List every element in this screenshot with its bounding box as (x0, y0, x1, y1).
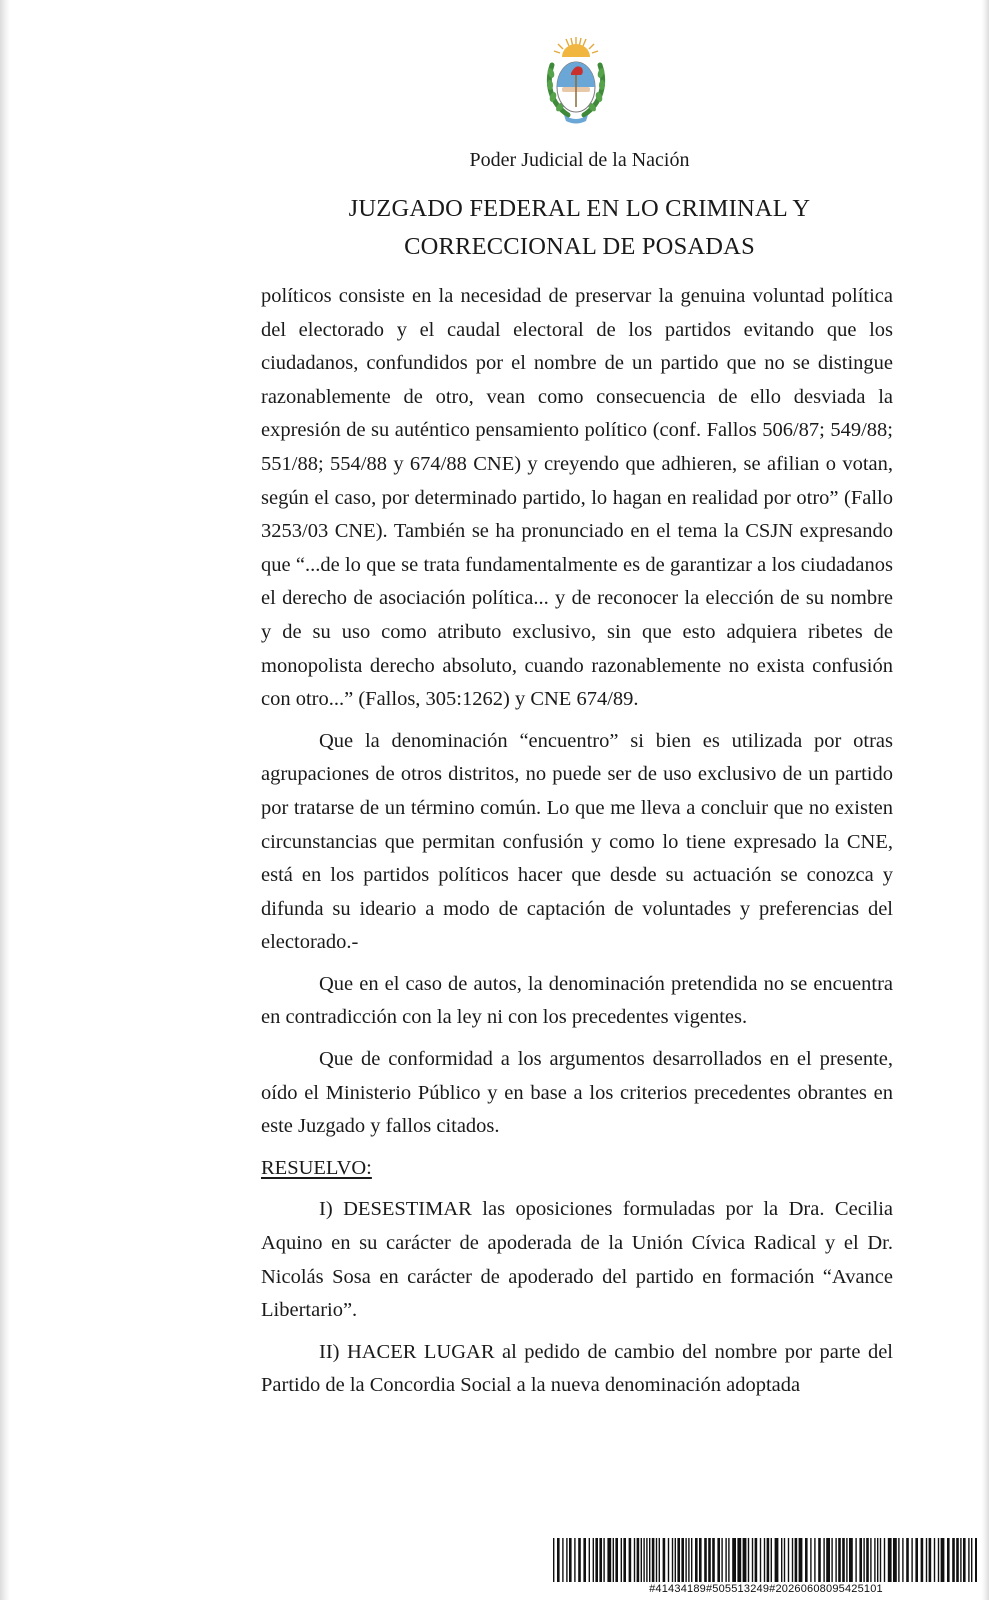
barcode-bar (728, 1538, 729, 1582)
institution-name: Poder Judicial de la Nación (469, 149, 690, 171)
barcode (551, 1538, 981, 1598)
barcode-bar (975, 1538, 977, 1582)
argentina-coat-of-arms-icon (542, 35, 610, 127)
barcode-bar (574, 1538, 575, 1582)
barcode-bar (898, 1538, 899, 1582)
barcode-bar (721, 1538, 722, 1582)
barcode-bar (589, 1538, 590, 1582)
barcode-bar (755, 1538, 758, 1582)
barcode-bar (795, 1538, 798, 1582)
barcode-bar (849, 1538, 853, 1582)
barcode-bar (634, 1538, 635, 1582)
barcode-bar (767, 1538, 770, 1582)
barcode-bar (652, 1538, 655, 1582)
barcode-bar (934, 1538, 935, 1582)
paragraph-4: Que de conformidad a los argumentos desarrollados en el presente, oído el Ministerio Público y en base a los criterios precedentes obrantes en este Juzgado y fallos citados. (261, 1048, 893, 1138)
barcode-bar (880, 1538, 881, 1582)
court-title-line-2: CORRECCIONAL DE POSADAS (404, 233, 755, 260)
barcode-bar (613, 1538, 614, 1582)
barcode-bar (593, 1538, 594, 1582)
barcode-bar (960, 1538, 961, 1582)
barcode-bar (929, 1538, 932, 1582)
barcode-bar (831, 1538, 832, 1582)
barcode-bar (637, 1538, 640, 1582)
document-body (261, 280, 893, 1411)
barcode-bar (963, 1538, 966, 1582)
barcode-bar (553, 1538, 554, 1582)
barcode-bar (926, 1538, 927, 1582)
barcode-bar (712, 1538, 715, 1582)
barcode-bar (818, 1538, 821, 1582)
barcode-bar (911, 1538, 912, 1582)
barcode-bar (902, 1538, 903, 1582)
barcode-bar (743, 1538, 747, 1582)
barcode-bar (668, 1538, 669, 1582)
barcode-bar (641, 1538, 642, 1582)
barcode-bar (775, 1538, 779, 1582)
barcode-bar (952, 1538, 955, 1582)
barcode-bar (672, 1538, 673, 1582)
barcode-bar (691, 1538, 692, 1582)
court-title-line-1: JUZGADO FEDERAL EN LO CRIMINAL Y (348, 195, 811, 222)
barcode-bar (884, 1538, 885, 1582)
barcode-bar (784, 1538, 785, 1582)
barcode-bar (855, 1538, 856, 1582)
barcode-bar (915, 1538, 918, 1582)
barcode-bar (569, 1538, 572, 1582)
barcode-bar (685, 1538, 686, 1582)
barcode-bar (921, 1538, 924, 1582)
barcode-bar (893, 1538, 897, 1582)
barcode-bar (805, 1538, 808, 1582)
barcode-bar (599, 1538, 602, 1582)
barcode-icon (551, 1538, 981, 1582)
barcode-bar (870, 1538, 871, 1582)
barcode-bar (607, 1538, 611, 1582)
barcode-bar (835, 1538, 836, 1582)
barcode-bar (838, 1538, 841, 1582)
barcode-bar (646, 1538, 647, 1582)
barcode-bar (695, 1538, 698, 1582)
barcode-bar (792, 1538, 793, 1582)
barcode-bar (888, 1538, 892, 1582)
barcode-bar (663, 1538, 666, 1582)
barcode-bar (615, 1538, 618, 1582)
barcode-bar (566, 1538, 567, 1582)
barcode-bar (781, 1538, 782, 1582)
barcode-bar (866, 1538, 869, 1582)
barcode-bar (737, 1538, 741, 1582)
barcode-bar (956, 1538, 959, 1582)
barcode-bar (699, 1538, 702, 1582)
barcode-bar (562, 1538, 563, 1582)
paragraph-1: políticos consiste en la necesidad de preservar la genuina voluntad política del electorado y el caudal electoral de los partidos evitando que los ciudadanos, confundidos por el nombre de un partido que no se distingue razonablemente de otro, vean como consecuencia de ello desviada la expresión de su auténtico pensamiento político (conf. Fallos 506/87; 549/88; 551/88; 554/88 y 674/88 CNE) y creyendo que adhieren, se afilian o votan, según el caso, por determinado partido, lo hagan en realidad por otro” (Fallo 3253/03 CNE). También se ha pronunciado en el tema la CSJN expresando que “...de lo que se trata fundamentalmente es de garantizar a los ciudadanos el derecho de asociación política... y de reconocer la elección de su nombre y de su uso como atributo exclusivo, sin que esto adquiera ribetes de monopolista derecho absoluto, cuando razonablemente no exista confusión con otro...” (Fallos, 305:1262) y CNE 674/89. (261, 285, 893, 711)
barcode-bar (814, 1538, 815, 1582)
resolution-item-1: I) DESESTIMAR las oposiciones formuladas por la Dra. Cecilia Aquino en su carácter de apoderada de la Unión Cívica Radical y el Dr. Nicolás Sosa en carácter de apoderado del partido en formación “Avance Libertario”. (261, 1198, 893, 1322)
barcode-bar (938, 1538, 939, 1582)
barcode-bar (677, 1538, 680, 1582)
barcode-bar (810, 1538, 811, 1582)
barcode-bar (623, 1538, 626, 1582)
barcode-bar (621, 1538, 622, 1582)
barcode-bar (675, 1538, 676, 1582)
resolution-heading: RESUELVO: (261, 1156, 372, 1179)
barcode-bar (874, 1538, 875, 1582)
barcode-bar (659, 1538, 660, 1582)
barcode-bar (688, 1538, 689, 1582)
barcode-bar (877, 1538, 878, 1582)
barcode-bar (717, 1538, 720, 1582)
barcode-bar (752, 1538, 753, 1582)
barcode-bar (968, 1538, 969, 1582)
barcode-bar (725, 1538, 726, 1582)
barcode-bar (826, 1538, 830, 1582)
barcode-bar (859, 1538, 862, 1582)
barcode-bar (643, 1538, 644, 1582)
barcode-bar (947, 1538, 950, 1582)
barcode-bar (708, 1538, 711, 1582)
barcode-bar (732, 1538, 736, 1582)
barcode-bar (971, 1538, 972, 1582)
barcode-bar (578, 1538, 581, 1582)
barcode-bar (629, 1538, 632, 1582)
barcode-bar (846, 1538, 847, 1582)
paragraph-3: Que en el caso de autos, la denominación pretendida no se encuentra en contradicción con la ley ni con los precedentes vigentes. (261, 972, 893, 1029)
barcode-bar (799, 1538, 803, 1582)
barcode-bar (748, 1538, 749, 1582)
barcode-bar (764, 1538, 765, 1582)
barcode-bar (788, 1538, 789, 1582)
barcode-bar (583, 1538, 586, 1582)
barcode-bar (704, 1538, 707, 1582)
barcode-bar (842, 1538, 845, 1582)
court-title (0, 190, 989, 266)
barcode-bar (557, 1538, 560, 1582)
barcode-bar (760, 1538, 761, 1582)
barcode-bar (649, 1538, 650, 1582)
barcode-bar (595, 1538, 598, 1582)
paragraph-2: Que la denominación “encuentro” si bien es utilizada por otras agrupaciones de otros distritos, no puede ser de uso exclusivo de un partido por tratarse de un término común. Lo que me lleva a concluir que no existen circunstancias que permitan confusión y como lo tiene expresado la CNE, está en los partidos políticos hacer que desde su actuación se conozca y difunda su ideario a modo de captación de voluntades y preferencias del electorado.- (261, 729, 893, 954)
barcode-bar (603, 1538, 604, 1582)
barcode-bar (656, 1538, 657, 1582)
barcode-bar (681, 1538, 684, 1582)
barcode-bar (906, 1538, 909, 1582)
barcode-bar (941, 1538, 945, 1582)
barcode-bar (863, 1538, 864, 1582)
barcode-bar (771, 1538, 772, 1582)
barcode-text: #41434189#505513249#20260608095425101 (649, 1583, 883, 1595)
resolution-item-2: II) HACER LUGAR al pedido de cambio del nombre por parte del Partido de la Concordia Social a la nueva denominación adoptada (261, 1340, 893, 1397)
barcode-bar (823, 1538, 824, 1582)
